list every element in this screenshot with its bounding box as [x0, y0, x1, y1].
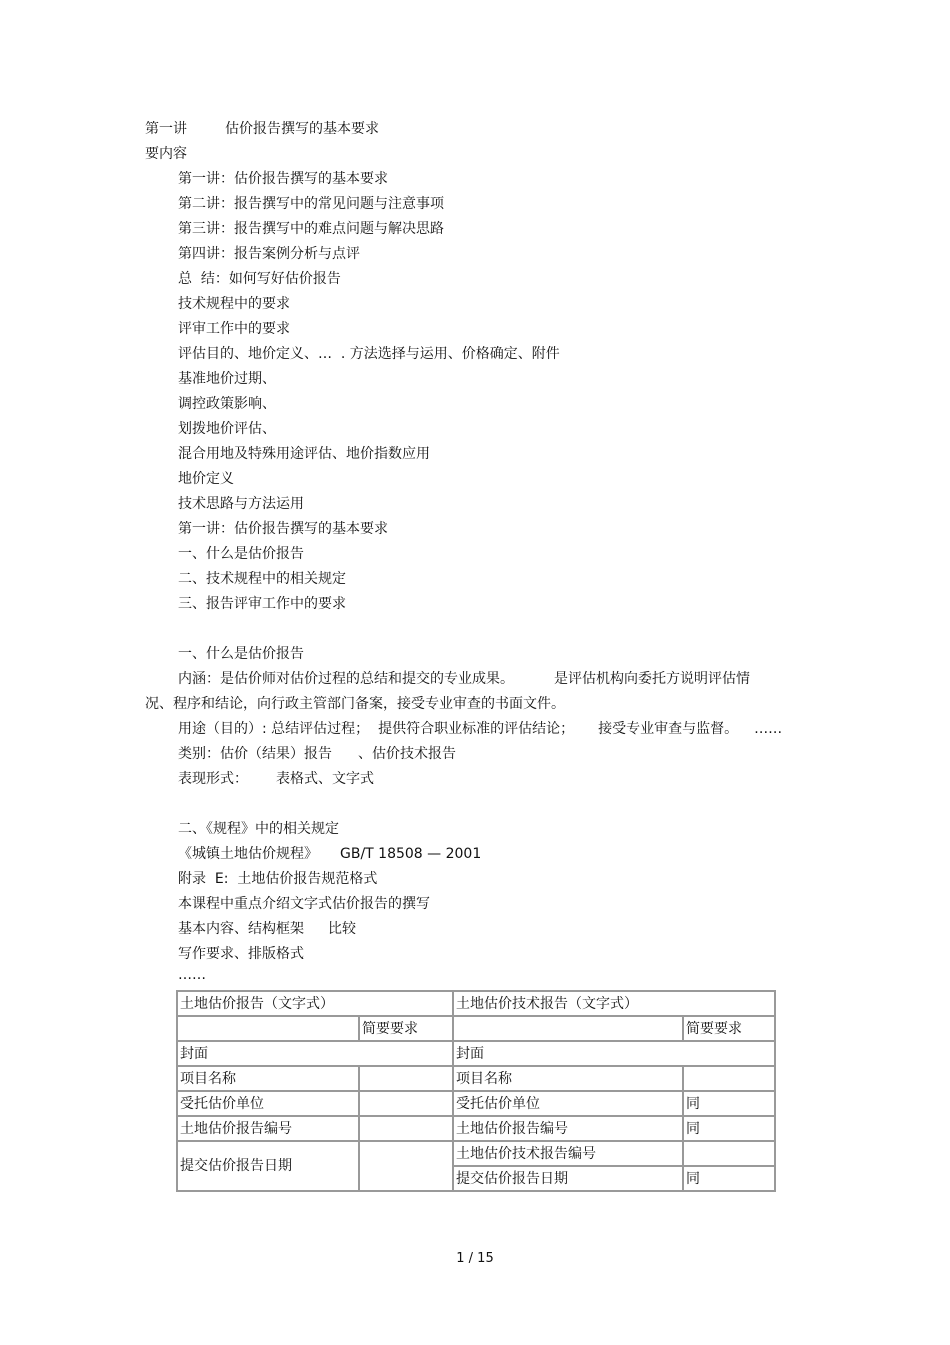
heading-lecture-title: 估价报告撰写的基本要求	[225, 121, 379, 137]
table-row	[177, 1066, 775, 1091]
outline-item: 总 结：如何写好估价报告	[178, 271, 341, 287]
paragraph-line	[178, 845, 481, 863]
table-cell: 同	[683, 1116, 775, 1141]
table-cell: 提交估价报告日期	[177, 1141, 359, 1191]
table-row	[177, 1091, 775, 1116]
outline-item: 第二讲：报告撰写中的常见问题与注意事项	[178, 196, 444, 212]
table-cell	[177, 1016, 359, 1041]
table-cell	[359, 1066, 453, 1091]
table-cell: 提交估价报告日期	[453, 1166, 683, 1191]
outline-item: 评估目的、地价定义、… . 方法选择与运用、价格确定、附件	[178, 346, 560, 362]
paragraph-line	[178, 745, 456, 763]
table-cell	[359, 1116, 453, 1141]
outline-item: 第一讲：估价报告撰写的基本要求	[178, 171, 388, 187]
paragraph-line	[178, 920, 356, 938]
table-cell: 项目名称	[453, 1066, 683, 1091]
outline-item: 技术规程中的要求	[178, 296, 290, 312]
outline-item: 三、报告评审工作中的要求	[178, 596, 346, 612]
table-cell-req-label: 简要要求	[359, 1016, 453, 1041]
table-cell	[683, 1141, 775, 1166]
paragraph-line: 附录 E: 土地估价报告规范格式	[178, 871, 378, 887]
comparison-table	[176, 990, 776, 1192]
paragraph-line: 写作要求、排版格式	[178, 946, 304, 962]
outline-item: 第一讲：估价报告撰写的基本要求	[178, 521, 388, 537]
table-row	[177, 1041, 775, 1066]
outline-item: 评审工作中的要求	[178, 321, 290, 337]
paragraph-text: 表格式、文字式	[276, 771, 374, 787]
paragraph-text: 基本内容、结构框架	[178, 921, 304, 937]
outline-item: 技术思路与方法运用	[178, 496, 304, 512]
heading-lecture-1	[145, 120, 379, 138]
paragraph-text: ……	[754, 721, 783, 737]
table-cell	[683, 1066, 775, 1091]
outline-item: 调控政策影响、	[178, 396, 276, 412]
table-cell: 土地估价技术报告编号	[453, 1141, 683, 1166]
table-cell-req-label: 简要要求	[683, 1016, 775, 1041]
section-label: 要内容	[145, 146, 187, 162]
paragraph-text: 接受专业审查与监督。	[598, 721, 739, 737]
paragraph-text: 、估价技术报告	[358, 746, 456, 762]
paragraph-line	[178, 770, 374, 788]
table-cell: 土地估价报告编号	[177, 1116, 359, 1141]
paragraph-text: 类别：估价（结果）报告	[178, 746, 332, 762]
page-number: 1 / 15	[456, 1251, 494, 1266]
outline-item: 混合用地及特殊用途评估、地价指数应用	[178, 446, 430, 462]
paragraph-line	[178, 720, 782, 738]
table-header-right: 土地估价技术报告（文字式）	[453, 991, 775, 1016]
table-cell: 项目名称	[177, 1066, 359, 1091]
outline-item: 第四讲：报告案例分析与点评	[178, 246, 360, 262]
paragraph-text: GB/T 18508 — 2001	[340, 846, 482, 862]
table-cell: 受托估价单位	[177, 1091, 359, 1116]
heading-lecture-label: 第一讲	[145, 121, 187, 137]
table-cell: 土地估价报告编号	[453, 1116, 683, 1141]
outline-item: 第三讲：报告撰写中的难点问题与解决思路	[178, 221, 444, 237]
outline-item: 划拨地价评估、	[178, 421, 276, 437]
table-cell	[453, 1016, 683, 1041]
paragraph-text: 内涵：是估价师对估价过程的总结和提交的专业成果。	[178, 671, 514, 687]
table-row	[177, 1016, 775, 1041]
table-cell	[359, 1141, 453, 1191]
paragraph-text: 比较	[328, 921, 356, 937]
table-cell: 封面	[177, 1041, 453, 1066]
table-row	[177, 1141, 775, 1166]
table-header-left: 土地估价报告（文字式）	[177, 991, 453, 1016]
paragraph-text: 是评估机构向委托方说明评估情	[554, 671, 750, 687]
table-row	[177, 1116, 775, 1141]
outline-item: 二、技术规程中的相关规定	[178, 571, 346, 587]
outline-item: 基准地价过期、	[178, 371, 276, 387]
table-cell: 封面	[453, 1041, 775, 1066]
section-heading: 二、《规程》中的相关规定	[178, 821, 339, 837]
paragraph-text: 表现形式：	[178, 771, 248, 787]
outline-item: 地价定义	[178, 471, 234, 487]
paragraph-text: 《城镇土地估价规程》	[178, 846, 318, 862]
table-cell: 同	[683, 1091, 775, 1116]
table-cell: 同	[683, 1166, 775, 1191]
outline-item: 一、什么是估价报告	[178, 546, 304, 562]
paragraph-line	[178, 670, 750, 688]
paragraph-line: 况、程序和结论，向行政主管部门备案，接受专业审查的书面文件。	[145, 696, 565, 712]
table-row	[177, 991, 775, 1016]
table-cell: 受托估价单位	[453, 1091, 683, 1116]
paragraph-line: 本课程中重点介绍文字式估价报告的撰写	[178, 896, 430, 912]
table-cell	[359, 1091, 453, 1116]
ellipsis-line: ……	[178, 967, 206, 983]
paragraph-text: 用途（目的）: 总结评估过程； 提供符合职业标准的评估结论；	[178, 721, 575, 737]
section-heading: 一、什么是估价报告	[178, 646, 304, 662]
